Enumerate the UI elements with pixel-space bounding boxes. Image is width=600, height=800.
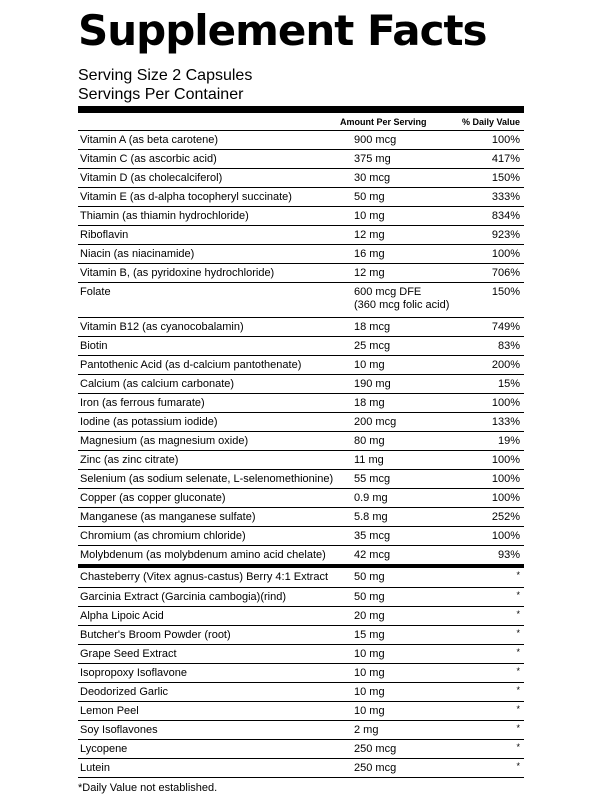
ingredient-name: Copper (as copper gluconate) [80,492,226,504]
ingredient-amount [354,511,388,524]
daily-value: 333% [491,191,520,203]
daily-value: 15% [497,378,520,390]
table-row [78,207,524,226]
amount-value: 20 mg [354,610,385,622]
ingredient-name: Vitamin A (as beta carotene) [80,134,218,146]
ingredient-amount [354,435,385,448]
amount-value: 42 mcg [354,549,391,561]
amount-value: 375 mg [354,153,391,165]
ingredient-name: Folate [80,286,111,298]
ingredient-name: Chasteberry (Vitex agnus-castus) Berry 4:1 Extract [80,571,329,583]
ingredient-amount [354,610,385,623]
ingredient-name: Manganese (as manganese sulfate) [80,511,256,523]
table-row [78,607,524,626]
amount-value: 50 mg [354,591,385,603]
table-row [78,131,524,150]
amount-note: (360 mcg folic acid) [354,299,450,311]
ingredient-amount [354,686,385,699]
daily-value: * [516,628,520,638]
daily-value: * [516,723,520,733]
ingredient-amount [354,492,388,505]
daily-value: * [516,647,520,657]
daily-value: 133% [491,416,520,428]
ingredient-amount [354,210,385,223]
ingredient-name: Magnesium (as magnesium oxide) [80,435,249,447]
daily-value: 150% [491,286,520,298]
thick-divider [78,106,524,113]
ingredient-amount [354,153,391,166]
ingredient-amount [354,248,385,261]
ingredient-amount [354,267,385,280]
table-row [78,470,524,489]
ingredient-amount [354,286,449,312]
table-row [78,375,524,394]
table-row [78,283,524,318]
ingredient-name: Garcinia Extract (Garcinia cambogia)(rind) [80,591,287,603]
amount-value: 25 mcg [354,340,391,352]
amount-header: Amount Per Serving [340,117,427,127]
amount-value: 600 mcg DFE [354,286,422,298]
ingredient-amount [354,397,385,410]
daily-value: 93% [497,549,520,561]
ingredient-amount [354,629,385,642]
amount-value: 30 mcg [354,172,391,184]
amount-value: 18 mg [354,397,385,409]
table-row [78,759,524,778]
amount-value: 10 mg [354,359,385,371]
daily-value-header: % Daily Value [461,117,520,127]
daily-value: 150% [491,172,520,184]
ingredient-name: Vitamin B12 (as cyanocobalamin) [80,321,244,333]
table-row [78,264,524,283]
ingredient-name: Riboflavin [80,229,129,241]
ingredient-name: Deodorized Garlic [80,686,169,698]
daily-value: 100% [491,248,520,260]
ingredient-name: Niacin (as niacinamide) [80,248,195,260]
amount-value: 250 mcg [354,762,397,774]
ingredient-name: Selenium (as sodium selenate, L-selenomethionine) [80,473,334,485]
ingredient-amount [354,321,390,334]
table-row [78,740,524,759]
ingredient-amount [354,229,385,242]
amount-value: 35 mcg [354,530,391,542]
amount-value: 10 mg [354,667,385,679]
table-row [78,568,524,588]
table-row [78,664,524,683]
ingredient-name: Vitamin D (as cholecalciferol) [80,172,223,184]
ingredient-amount [354,549,390,562]
daily-value: * [516,761,520,771]
ingredient-amount [354,172,390,185]
table-row [78,451,524,470]
serving-size: Serving Size 2 Capsules [78,67,253,84]
vitamin-list [78,131,524,565]
ingredient-amount [354,473,390,486]
amount-value: 55 mcg [354,473,391,485]
table-row [78,432,524,451]
amount-value: 250 mcg [354,743,397,755]
table-row [78,508,524,527]
amount-value: 50 mg [354,571,385,583]
ingredient-amount [354,134,396,147]
daily-value: 252% [491,511,520,523]
table-row [78,245,524,264]
daily-value: * [516,704,520,714]
amount-value: 10 mg [354,686,385,698]
table-row [78,626,524,645]
amount-value: 15 mg [354,629,385,641]
amount-value: 900 mcg [354,134,397,146]
table-row [78,413,524,432]
table-row [78,489,524,508]
ingredient-amount [354,667,385,680]
footnote: *Daily Value not established. [78,782,218,794]
daily-value: 923% [491,229,520,241]
ingredient-amount [354,359,385,372]
daily-value: 749% [491,321,520,333]
amount-value: 2 mg [354,724,379,736]
table-row [78,645,524,664]
daily-value: 417% [491,153,520,165]
amount-value: 0.9 mg [354,492,388,504]
servings-per-container: Servings Per Container [78,86,244,103]
supplement-facts-panel [78,0,524,794]
ingredient-amount [354,743,396,756]
table-row [78,356,524,375]
ingredient-amount [354,454,384,467]
other-ingredient-list [78,568,524,778]
daily-value: * [516,609,520,619]
ingredient-name: Isopropoxy Isoflavone [80,667,188,679]
ingredient-name: Pantothenic Acid (as d-calcium pantothenate) [80,359,302,371]
column-header [78,113,524,131]
ingredient-amount [354,762,396,775]
daily-value: 100% [491,134,520,146]
amount-value: 12 mg [354,267,385,279]
daily-value: * [516,685,520,695]
table-row [78,721,524,740]
amount-value: 10 mg [354,210,385,222]
table-row [78,226,524,245]
daily-value: 706% [491,267,520,279]
ingredient-name: Lemon Peel [80,705,139,717]
table-row [78,527,524,546]
ingredient-name: Lycopene [80,743,128,755]
ingredient-name: Iron (as ferrous fumarate) [80,397,205,409]
amount-value: 80 mg [354,435,385,447]
daily-value: * [516,666,520,676]
ingredient-name: Lutein [80,762,110,774]
table-row [78,169,524,188]
ingredient-name: Alpha Lipoic Acid [80,610,164,622]
ingredient-name: Vitamin B, (as pyridoxine hydrochloride) [80,267,275,279]
ingredient-amount [354,724,378,737]
ingredient-name: Biotin [80,340,108,352]
amount-value: 190 mg [354,378,391,390]
table-row [78,150,524,169]
daily-value: 100% [491,454,520,466]
ingredient-amount [354,416,396,429]
ingredient-name: Butcher's Broom Powder (root) [80,629,231,641]
amount-value: 11 mg [354,454,384,466]
amount-value: 16 mg [354,248,385,260]
daily-value: 200% [491,359,520,371]
table-row [78,337,524,356]
ingredient-name: Thiamin (as thiamin hydrochloride) [80,210,249,222]
ingredient-amount [354,191,385,204]
amount-value: 5.8 mg [354,511,388,523]
amount-value: 18 mcg [354,321,391,333]
ingredient-amount [354,530,390,543]
ingredient-amount [354,648,385,661]
ingredient-name: Zinc (as zinc citrate) [80,454,179,466]
daily-value: * [516,742,520,752]
table-row [78,546,524,565]
daily-value: 834% [491,210,520,222]
ingredient-name: Chromium (as chromium chloride) [80,530,246,542]
ingredient-name: Calcium (as calcium carbonate) [80,378,235,390]
table-row [78,702,524,721]
table-row [78,188,524,207]
table-row [78,588,524,607]
daily-value: * [516,570,520,580]
table-row [78,683,524,702]
daily-value: 100% [491,492,520,504]
ingredient-name: Soy Isoflavones [80,724,158,736]
amount-value: 12 mg [354,229,385,241]
ingredient-amount [354,378,391,391]
ingredient-name: Vitamin C (as ascorbic acid) [80,153,217,165]
amount-value: 10 mg [354,648,385,660]
daily-value: 100% [491,473,520,485]
ingredient-name: Grape Seed Extract [80,648,177,660]
daily-value: 100% [491,530,520,542]
amount-value: 10 mg [354,705,385,717]
ingredient-name: Molybdenum (as molybdenum amino acid chelate) [80,549,326,561]
daily-value: 83% [497,340,520,352]
table-row [78,394,524,413]
ingredient-amount [354,571,385,584]
ingredient-name: Iodine (as potassium iodide) [80,416,218,428]
amount-value: 200 mcg [354,416,397,428]
daily-value: 19% [497,435,520,447]
ingredient-amount [354,591,385,604]
ingredient-amount [354,340,390,353]
daily-value: 100% [491,397,520,409]
ingredient-amount [354,705,385,718]
table-row [78,318,524,337]
amount-value: 50 mg [354,191,385,203]
ingredient-name: Vitamin E (as d-alpha tocopheryl succinate) [80,191,292,203]
daily-value: * [516,590,520,600]
page-title: Supplement Facts [78,6,487,55]
